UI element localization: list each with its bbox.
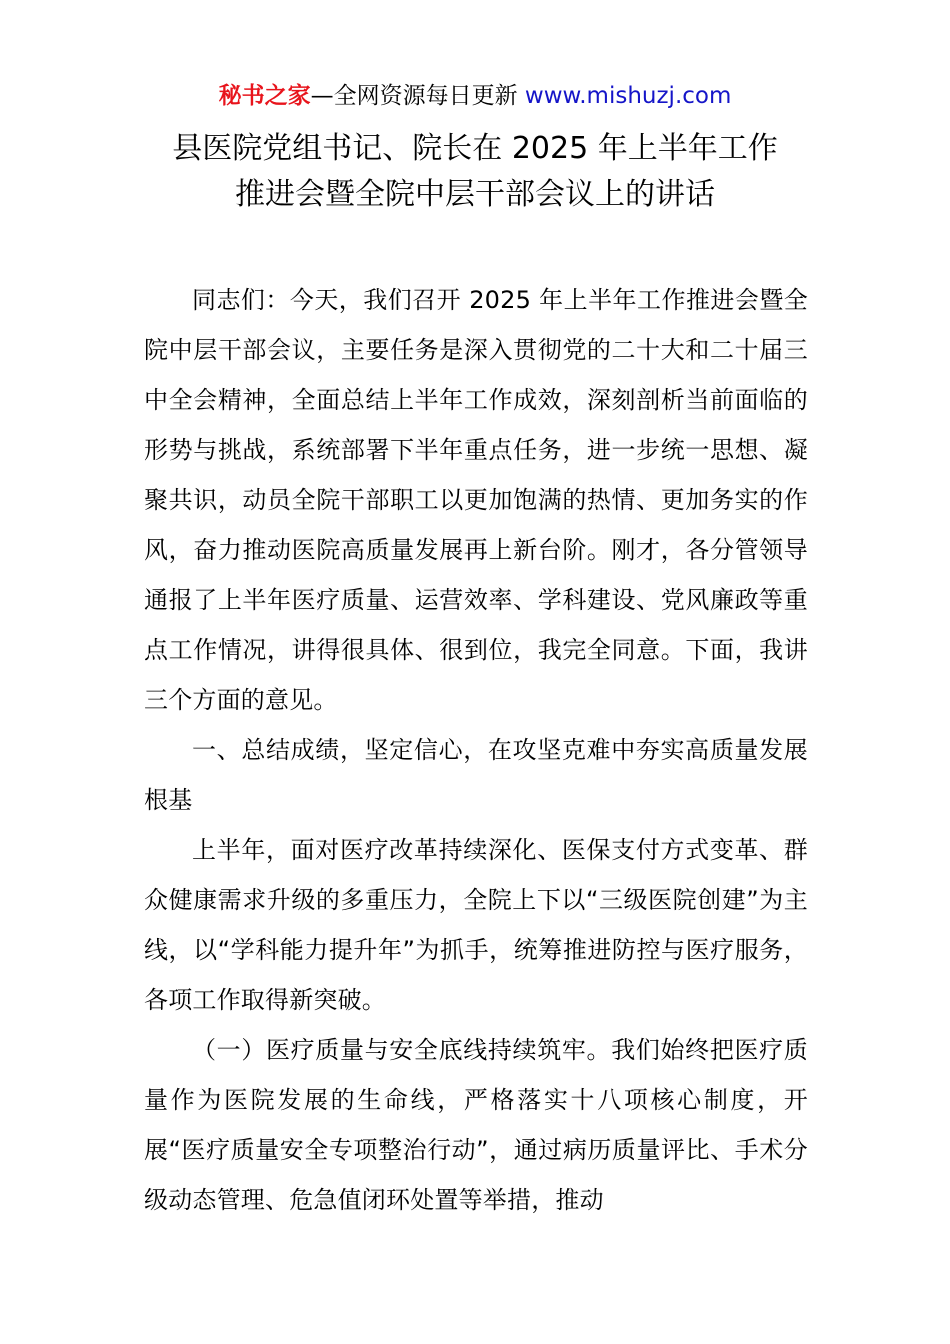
title-line-1: 县医院党组书记、院长在 2025 年上半年工作 — [172, 131, 778, 166]
section-heading-1: 一、总结成绩，坚定信心，在攻坚克难中夯实高质量发展根基 — [144, 736, 808, 814]
document-body — [144, 275, 808, 1225]
site-url-link[interactable]: www.mishuzj.com — [524, 83, 732, 109]
site-brand: 秘书之家 — [218, 83, 311, 109]
title-line-2: 推进会暨全院中层干部会议上的讲话 — [235, 177, 715, 212]
paragraph-summary: 上半年，面对医疗改革持续深化、医保支付方式变革、群众健康需求升级的多重压力，全院上下以“三级医院创建”为主线，以“学科能力提升年”为抓手，统筹推进防控与医疗服务，各项工作取得新突破。 — [144, 836, 808, 1014]
site-header — [0, 80, 950, 112]
site-tagline: —全网资源每日更新 — [310, 83, 525, 109]
paragraph-opening: 同志们：今天，我们召开 2025 年上半年工作推进会暨全院中层干部会议，主要任务是深入贯彻党的二十大和二十届三中全会精神，全面总结上半年工作成效，深刻剖析当前面临的形势与挑战，系统部署下半年重点任务，进一步统一思想、凝聚共识，动员全院干部职工以更加饱满的热情、更加务实的作风，奋力推动医院高质量发展再上新台阶。刚才，各分管领导通报了上半年医疗质量、运营效率、学科建设、党风廉政等重点工作情况，讲得很具体、很到位，我完全同意。下面，我讲三个方面的意见。 — [144, 286, 808, 714]
document-title — [0, 126, 950, 218]
paragraph-subsection-1: （一）医疗质量与安全底线持续筑牢。我们始终把医疗质量作为医院发展的生命线，严格落实十八项核心制度，开展“医疗质量安全专项整治行动”，通过病历质量评比、手术分级动态管理、危急值闭环处置等举措，推动 — [144, 1036, 808, 1214]
